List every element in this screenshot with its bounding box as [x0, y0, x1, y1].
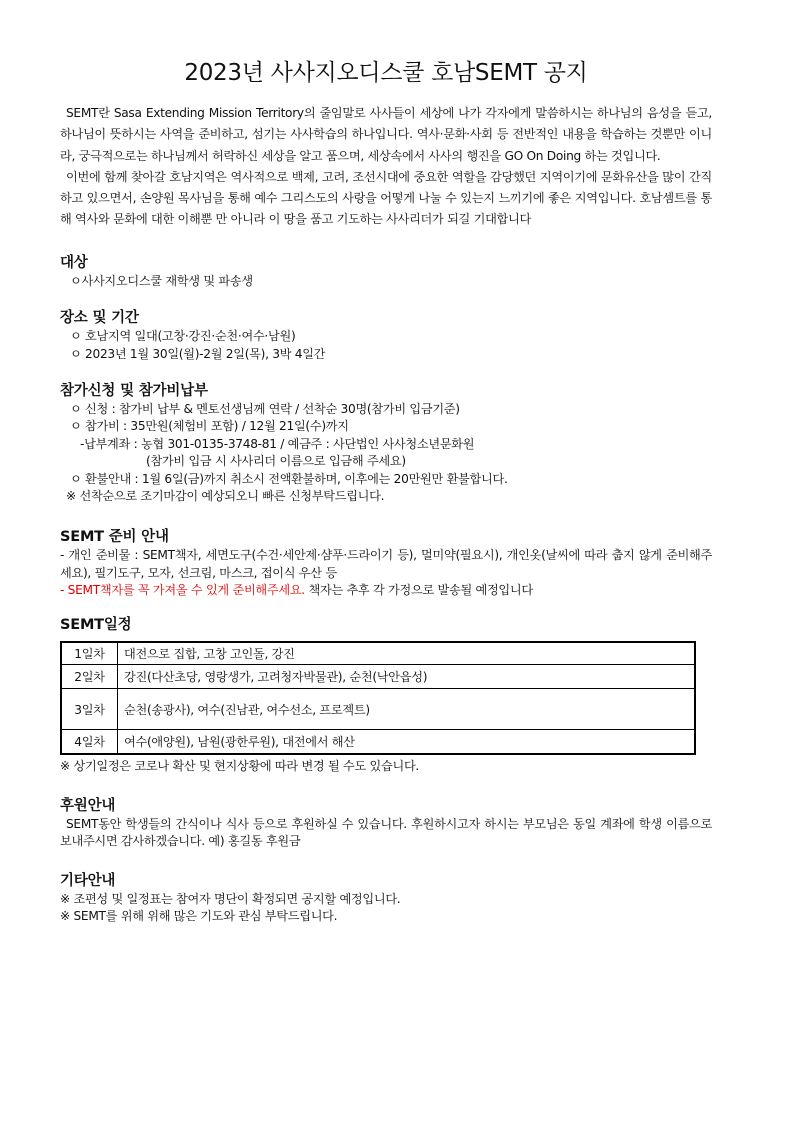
apply-heading: 참가신청 및 참가비납부 — [60, 383, 208, 399]
prep-booklet-shipping: 책자는 추후 각 가정으로 발송될 예정입니다 — [304, 583, 533, 598]
apply-signup: ㅇ 신청 : 참가비 납부 & 멘토선생님께 연락 / 선착순 30명(참가비 입금기준) — [70, 402, 460, 416]
etc-item-groups: ※ 조편성 및 일정표는 참여자 명단이 확정되면 공지할 예정입니다. — [60, 891, 401, 906]
intro-paragraph-2: 이번에 함께 찾아갈 호남지역은 역사적으로 백제, 고려, 조선시대에 중요한 역할을 감당했던 지역이기에 문화유산을 많이 간직하고 있으면서, 손양원 목사님을 통해 예수 그리스도의 사랑을 어떻게 나눌 수 있는지 느끼기에 좋은 지역입니다. 호남셈트를 통해 역사와 문화에 대한 이해뿐 만 아니라 이 땅을 품고 기도하는 사사리더가 되길 기대합니다 — [60, 169, 712, 227]
place-item-region: ㅇ 호남지역 일대(고창·강진·순천·여수·남원) — [70, 329, 296, 344]
schedule-table — [60, 641, 696, 755]
apply-section — [60, 381, 712, 505]
etc-item-prayer: ※ SEMT를 위해 위해 많은 기도와 관심 부탁드립니다. — [60, 909, 338, 924]
schedule-desc: 강진(다산초당, 영랑생가, 고려청자박물관), 순천(낙안읍성) — [118, 665, 696, 689]
schedule-desc: 대전으로 집합, 고창 고인돌, 강진 — [118, 642, 696, 665]
schedule-day: 2일차 — [61, 665, 118, 689]
schedule-section — [60, 615, 712, 775]
schedule-day: 3일차 — [61, 689, 118, 730]
place-heading: 장소 및 기간 — [60, 310, 139, 327]
place-section — [60, 308, 712, 363]
schedule-note: ※ 상기일정은 코로나 확산 및 현지상황에 따라 변경 될 수도 있습니다. — [60, 758, 420, 773]
etc-section — [60, 871, 712, 926]
apply-account-note: (참가비 입금 시 사사리더 이름으로 입금해 주세요) — [146, 454, 406, 469]
target-item: ㅇ사사지오디스쿨 재학생 및 파송생 — [70, 273, 253, 288]
place-item-period: ㅇ 2023년 1월 30일(월)-2월 2일(목), 3박 4일간 — [70, 346, 326, 361]
intro-paragraph-1: SEMT란 Sasa Extending Mission Territory의 줄임말로 사사들이 세상에 나가 각자에게 말씀하시는 하나님의 음성을 듣고, 하나님이 뜻하시는 사역을 준비하고, 섬기는 사사학습의 하나입니다. 역사·문화·사회 등 전반적인 내용을 학습하는 것뿐만 이니라, 궁극적으로는 하나님께서 허락하신 세상을 알고 품으며, 세상속에서 사사의 행진을 GO On Doing 하는 것입니다. — [60, 106, 712, 163]
schedule-row — [61, 730, 695, 754]
schedule-day: 4일차 — [61, 730, 118, 754]
schedule-desc: 순천(송광사), 여수(진남관, 여수선소, 프로젝트) — [118, 689, 696, 730]
intro-section — [60, 103, 712, 231]
page-title: 2023년 사사지오디스쿨 호남SEMT 공지 — [184, 60, 588, 86]
prep-booklet-warning: - SEMT책자를 꼭 가져올 수 있게 준비해주세요. — [60, 583, 305, 598]
prep-heading: SEMT 준비 안내 — [60, 529, 169, 546]
prep-section — [60, 527, 712, 599]
schedule-row — [61, 689, 695, 730]
schedule-day: 1일차 — [61, 642, 118, 665]
schedule-row — [61, 642, 695, 665]
apply-refund: ㅇ 환불안내 : 1월 6일(금)까지 취소시 전액환불하며, 이후에는 20만원만 환불합니다. — [70, 471, 508, 486]
document-page — [60, 56, 712, 926]
sponsor-heading: 후원안내 — [60, 798, 116, 815]
apply-early-close-note: ※ 선착순으로 조기마감이 예상되오니 빠른 신청부탁드립니다. — [66, 489, 385, 504]
apply-account: -납부계좌 : 농협 301-0135-3748-81 / 예금주 : 사단법인 사사청소년문화원 — [80, 436, 475, 451]
apply-fee: ㅇ 참가비 : 35만원(체험비 포함) / 12월 21일(수)까지 — [70, 419, 349, 434]
sponsor-text: SEMT동안 학생들의 간식이나 식사 등으로 후원하실 수 있습니다. 후원하시고자 하시는 부모님은 동일 계좌에 학생 이름으로 보내주시면 감사하겠습니다. 예) 홍길동 후원금 — [60, 817, 712, 849]
prep-items: - 개인 준비물 : SEMT책자, 세면도구(수건·세안제·샴푸·드라이기 등), 멀미약(필요시), 개인옷(날씨에 따라 춥지 않게 준비해주세요), 필기도구, 모자, 선크림, 마스크, 접이식 우산 등 — [60, 548, 712, 580]
schedule-heading: SEMT일정 — [60, 616, 132, 633]
schedule-row — [61, 665, 695, 689]
target-heading: 대상 — [60, 254, 88, 271]
schedule-desc: 여수(애양원), 남원(광한루원), 대전에서 해산 — [118, 730, 696, 754]
target-section — [60, 253, 712, 290]
sponsor-section — [60, 796, 712, 851]
etc-heading: 기타안내 — [60, 872, 116, 889]
